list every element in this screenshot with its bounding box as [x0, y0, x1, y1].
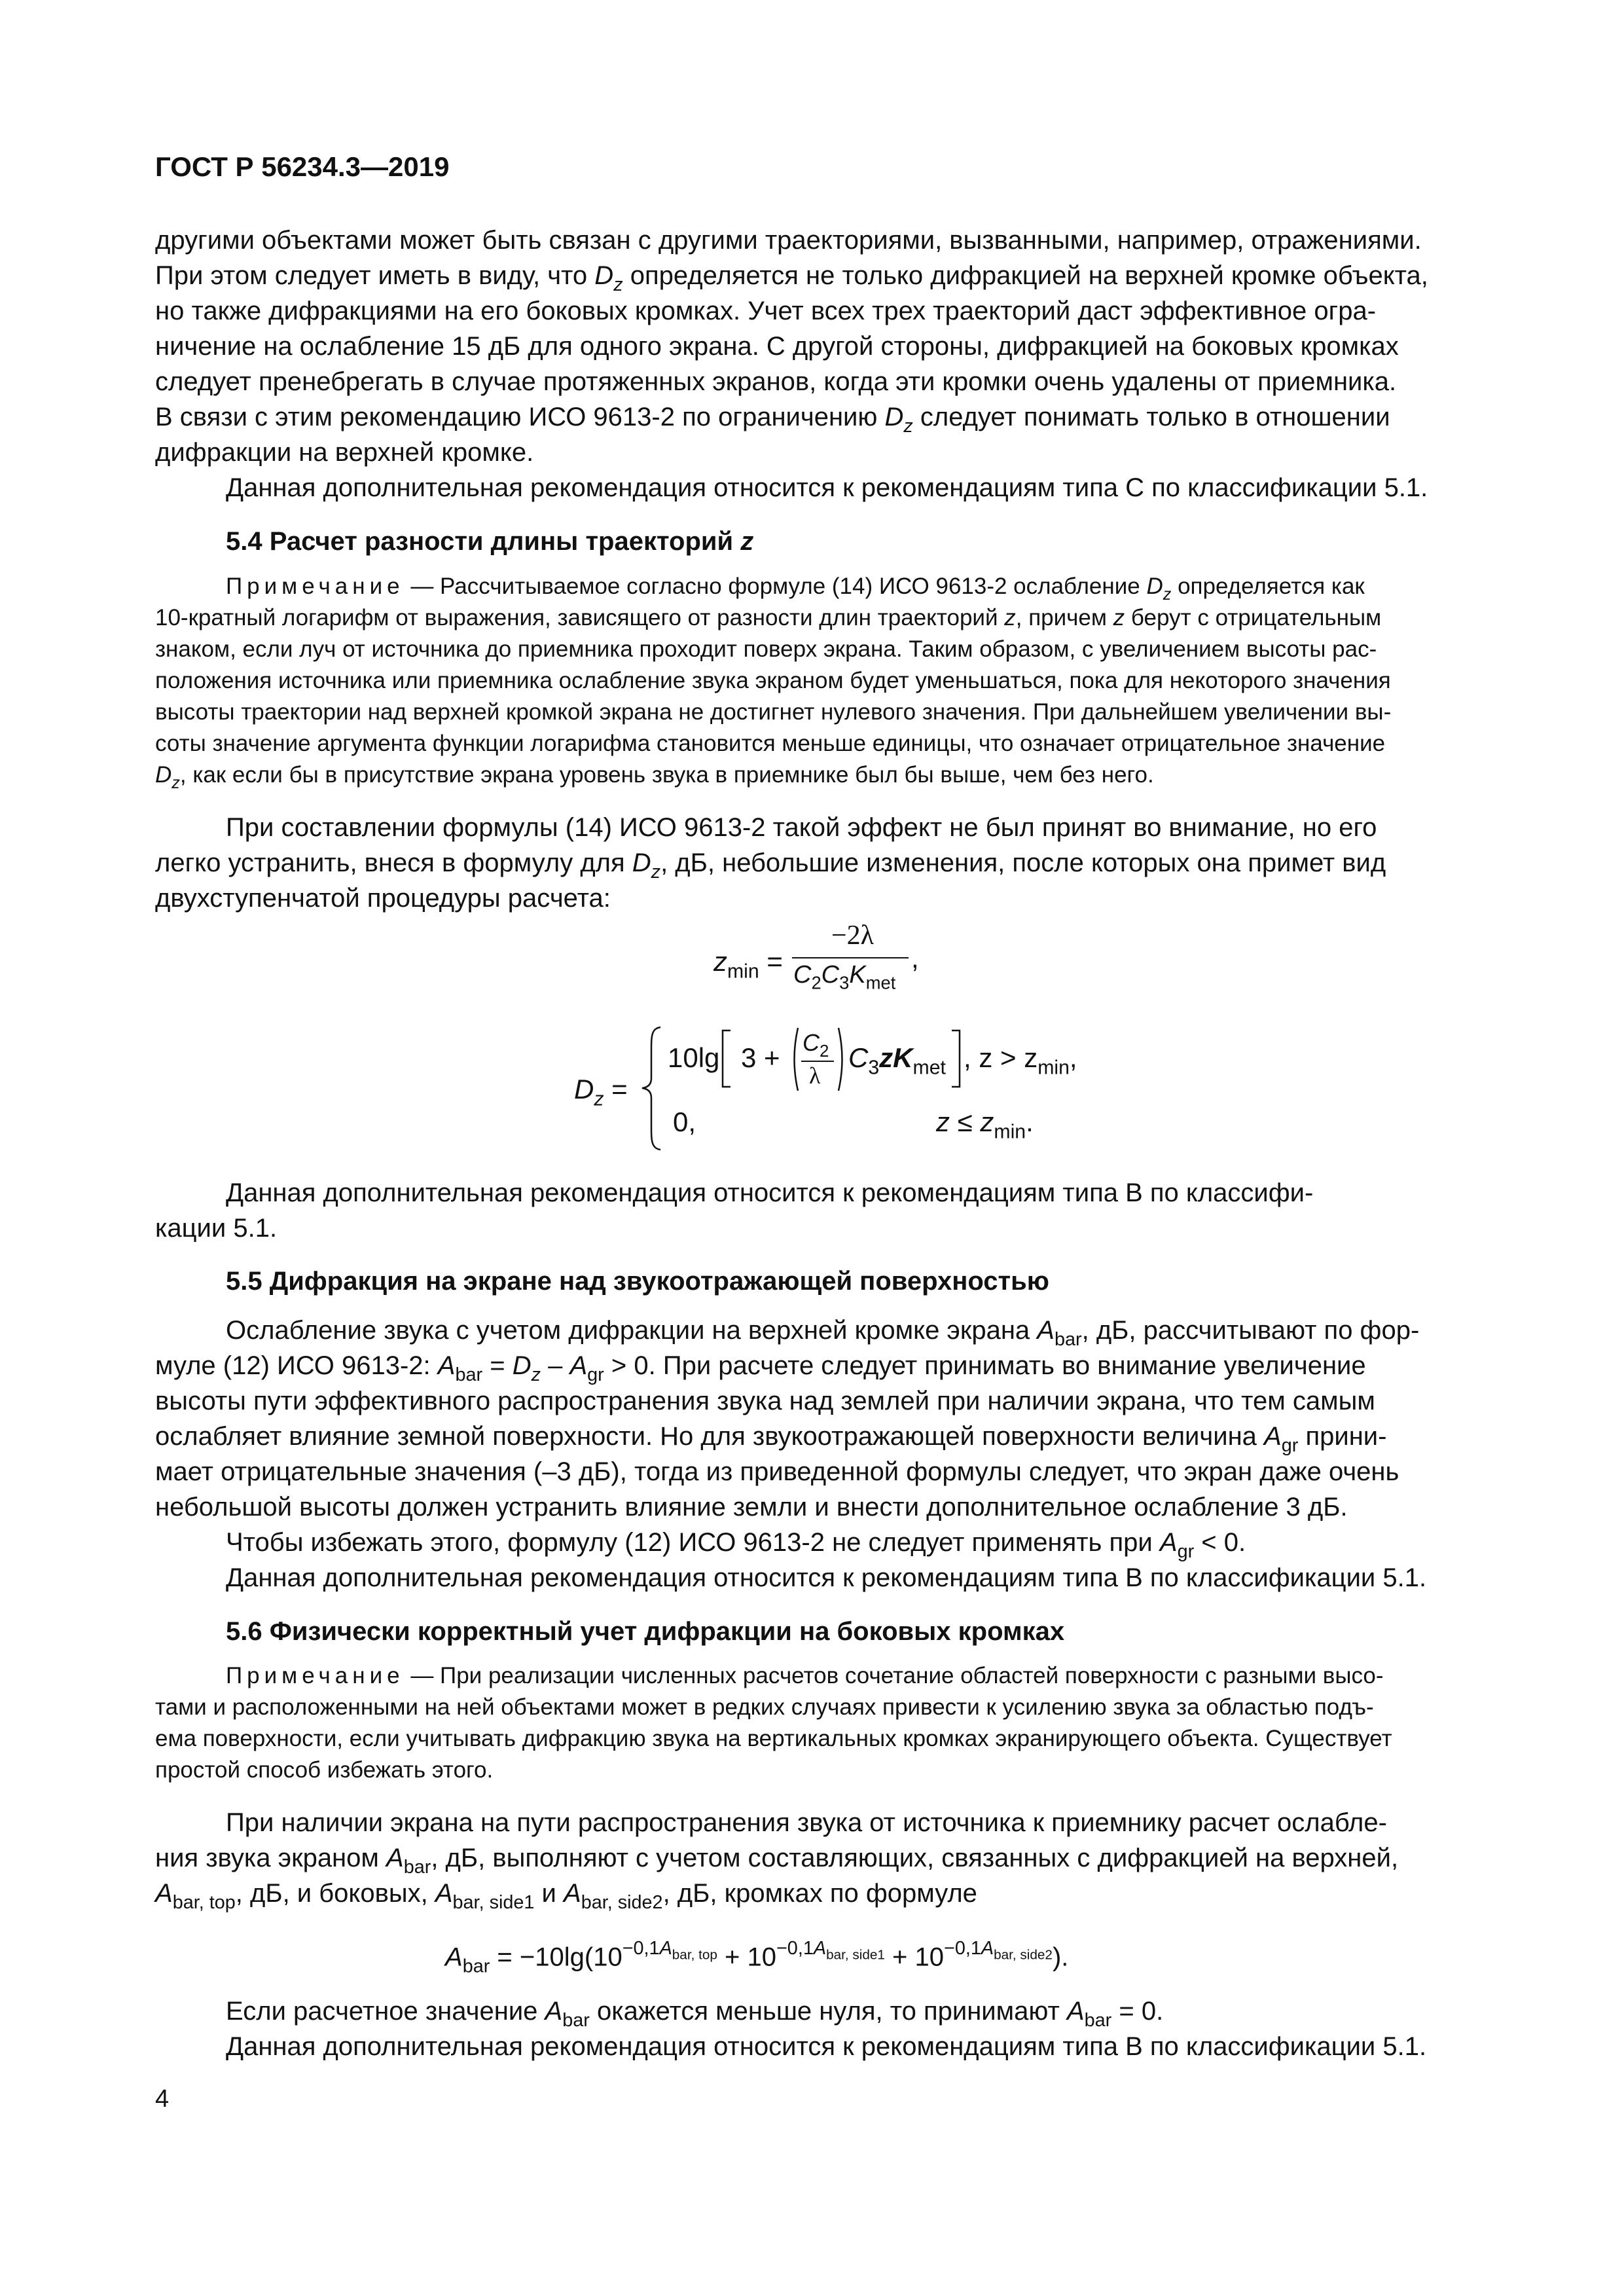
section-5-5-heading: 5.5 Дифракция на экране над звукоотражающей поверхностью	[226, 1267, 1049, 1296]
formula-dz-case-1-log: 10lg	[668, 1042, 720, 1073]
formula-dz-case-1-tail: $C_3zK_{met}$	[848, 1042, 946, 1079]
s55-line-4: ослабляет влияние земной поверхности. Но для звукоотражающей поверхности величина $A_{gr}$ прини-	[155, 1422, 1387, 1457]
left-bracket-icon	[720, 1029, 733, 1088]
formula-dz-case-1-three: 3 +	[741, 1042, 780, 1073]
formula-dz-lhs: $D_z$ =	[574, 1074, 628, 1110]
document-code: ГОСТ Р 56234.3—2019	[155, 151, 450, 182]
s55-line-2: муле (12) ИСО 9613-2: $A_{bar} = D_z - A_{gr} > 0$. При расчете следует принимать во внимание увеличение	[155, 1351, 1366, 1386]
formula-zmin-lhs: $z_{min}$ =	[713, 946, 783, 983]
s55-recommendation: Данная дополнительная рекомендация относится к рекомендациям типа В по классификации 5.1.	[226, 1563, 1427, 1592]
s55-line-6: небольшой высоты должен устранить влияние земли и внести дополнительное ослабление 3 дБ.	[155, 1493, 1348, 1522]
page-number: 4	[155, 2085, 170, 2113]
right-paren-icon	[837, 1027, 847, 1092]
s55-line-5: мает отрицательные значения (–3 дБ), тогда из приведенной формулы следует, что экран даже очень	[155, 1457, 1399, 1486]
formula-dz-case-2-condition: $z \le z_{min}$.	[936, 1106, 1034, 1143]
formula-zmin-comma: ,	[911, 943, 919, 974]
s56-para-line-2: ния звука экраном $A_{bar}$, дБ, выполняют с учетом составляющих, связанных с дифракцией на верхней,	[155, 1844, 1399, 1878]
intro-recommendation: Данная дополнительная рекомендация относится к рекомендациям типа С по классификации 5.1.	[226, 473, 1428, 502]
section-5-6-heading: 5.6 Физически корректный учет дифракции на боковых кромках	[226, 1617, 1065, 1646]
note-5-6-line-3: ема поверхности, если учитывать дифракцию звука на вертикальных кромках экранирующего объекта. Существует	[155, 1726, 1392, 1751]
fraction-bar	[792, 957, 909, 958]
formula-dz-case-2-value: 0,	[673, 1106, 696, 1137]
note-5-6-line-1: Примечание — При реализации численных расчетов сочетание областей поверхности с разными высо-	[226, 1663, 1384, 1688]
note-5-4-line-1: Примечание — Рассчитываемое согласно формуле (14) ИСО 9613-2 ослабление $D_z$ определяется как	[226, 574, 1365, 604]
right-bracket-icon	[949, 1029, 962, 1088]
note-5-4-line-6: соты значение аргумента функции логарифма становится меньше единицы, что означает отрицательное значение	[155, 731, 1386, 756]
note-5-4-line-4: положения источника или приемника ослабление звука экраном будет уменьшаться, пока для некоторого значения	[155, 668, 1391, 693]
s54-recommendation-line-2: кации 5.1.	[155, 1214, 278, 1243]
s56-para-line-3: $A_{bar, top}$, дБ, и боковых, $A_{bar, side1}$ и $A_{bar, side2}$, дБ, кромках по формуле	[155, 1879, 977, 1914]
note-5-6-line-4: простой способ избежать этого.	[155, 1757, 494, 1783]
s56-recommendation: Данная дополнительная рекомендация относится к рекомендациям типа В по классификации 5.1.	[226, 2032, 1427, 2061]
formula-zmin-numerator: −2λ	[831, 920, 875, 951]
section-5-4-heading: 5.4 Расчет разности длины траекторий z	[226, 527, 754, 556]
s55-line-7: Чтобы избежать этого, формулу (12) ИСО 9613-2 не следует применять при $A_{gr} < 0$.	[226, 1528, 1246, 1563]
s54-para-line-3: двухступенчатой процедуры расчета:	[155, 884, 611, 913]
formula-dz-frac-denominator: λ	[809, 1063, 821, 1089]
s55-line-3: высоты пути эффективного распространения звука над землей при наличии экрана, что тем самым	[155, 1387, 1375, 1415]
formula-dz-case-1-condition: , $z > z_{min}$,	[964, 1042, 1077, 1079]
formula-abar: $A_{bar} = -10\lg(10^{-0,1A_{bar, top}} + 10^{-0,1A_{bar, side1}} + 10^{-0,1A_{bar, side2}})$.	[445, 1938, 1069, 1977]
note-5-4-line-7: $D_z$, как если бы в присутствие экрана уровень звука в приемнике был бы выше, чем без него.	[155, 762, 1154, 792]
formula-dz-frac-numerator: $C_2$	[803, 1029, 829, 1061]
s55-line-1: Ослабление звука с учетом дифракции на верхней кромке экрана $A_{bar}$, дБ, рассчитывают по фор-	[226, 1316, 1420, 1351]
intro-line-7: дифракции на верхней кромке.	[155, 438, 534, 467]
intro-line-1: другими объектами может быть связан с другими траекториями, вызванными, например, отражениями.	[155, 226, 1422, 255]
s54-recommendation-line-1: Данная дополнительная рекомендация относится к рекомендациям типа В по классифи-	[226, 1178, 1314, 1207]
s56-line-zero: Если расчетное значение $A_{bar}$ окажется меньше нуля, то принимают $A_{bar} = 0$.	[226, 1997, 1164, 2032]
intro-line-4: ничение на ослабление 15 дБ для одного экрана. С другой стороны, дифракцией на боковых кромках	[155, 332, 1399, 361]
left-brace-icon	[638, 1025, 664, 1152]
intro-line-5: следует пренебрегать в случае протяженных экранов, когда эти кромки очень удалены от приемника.	[155, 367, 1397, 396]
note-5-4-line-5: высоты траектории над верхней кромкой экрана не достигнет нулевого значения. При дальнейшем увеличении вы-	[155, 699, 1392, 725]
intro-line-6: В связи с этим рекомендацию ИСО 9613-2 по ограничению $D_z$ следует понимать только в отношении	[155, 403, 1390, 437]
s54-para-line-1: При составлении формулы (14) ИСО 9613-2 такой эффект не был принят во внимание, но его	[226, 813, 1377, 842]
intro-line-2: При этом следует иметь в виду, что $D_z$ определяется не только дифракцией на верхней кромке объекта,	[155, 261, 1428, 296]
left-paren-icon	[789, 1027, 800, 1092]
intro-line-3: но также дифракциями на его боковых кромках. Учет всех трех траекторий даст эффективное огра-	[155, 297, 1377, 325]
s56-para-line-1: При наличии экрана на пути распространения звука от источника к приемнику расчет ослабле-	[226, 1808, 1387, 1837]
s54-para-line-2: легко устранить, внеся в формулу для $D_z$, дБ, небольшие изменения, после которых она примет вид	[155, 848, 1386, 883]
note-5-6-line-2: тами и расположенными на ней объектами может в редких случаях привести к усилению звука за областью подъ-	[155, 1694, 1374, 1720]
note-5-4-line-2: 10-кратный логарифм от выражения, зависящего от разности длин траекторий z, причем z берут с отрицательным	[155, 605, 1382, 630]
formula-zmin-denominator: $C_2C_3K_{met}$	[793, 961, 896, 993]
note-5-4-line-3: знаком, если луч от источника до приемника проходит поверх экрана. Таким образом, с увеличением высоты рас-	[155, 636, 1377, 662]
